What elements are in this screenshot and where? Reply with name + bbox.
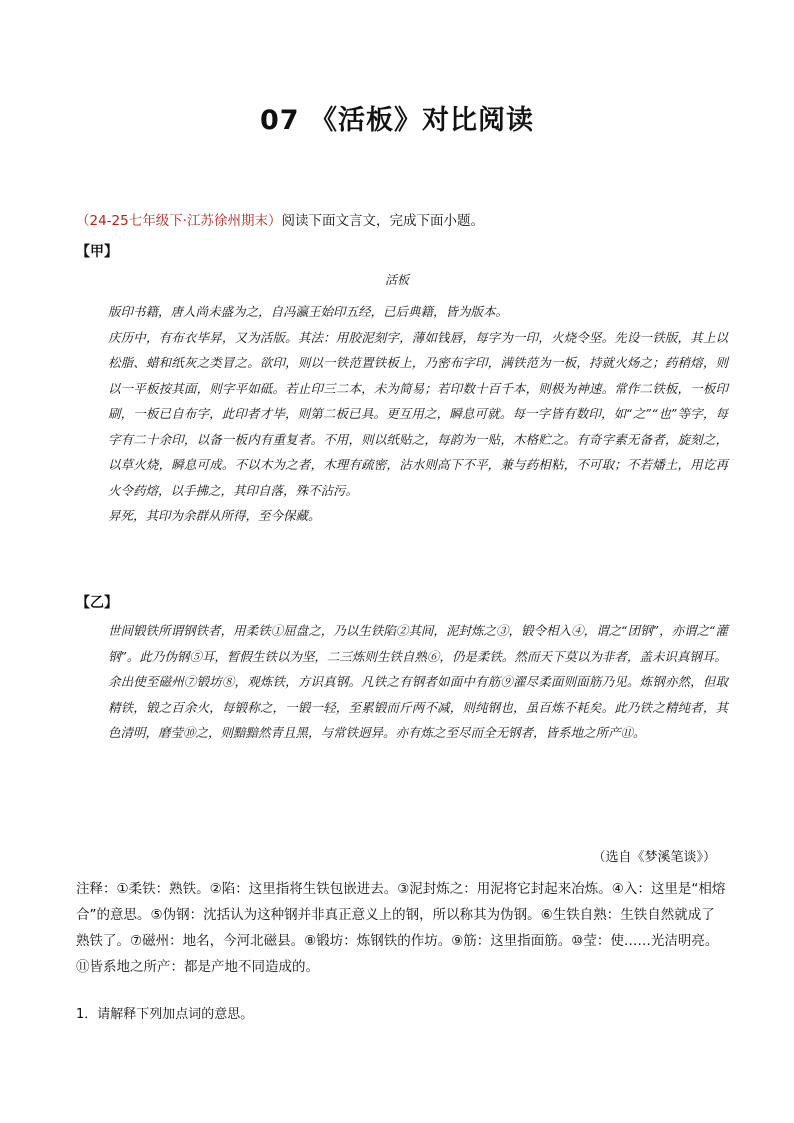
passage-b-paragraph: 世间锻铁所谓钢铁者，用柔铁①屈盘之，乃以生铁陷②其间，泥封炼之③，锻令相入④，谓之“团钢”，亦谓之“灌钢”。此乃伪钢⑤耳，暂假生铁以为坚，二三炼则生铁自熟⑥，仍是柔铁。然而天下莫以为非者，盖未识真钢耳。 [108,623,728,664]
passage-a-paragraph: 昇死，其印为余群从所得，至今保藏。 [108,508,321,523]
passage-a-title: 活板 [384,273,409,287]
page-title: 07 《活板》对比阅读 [260,105,534,136]
source-tag: （24-25七年级下·江苏徐州期末） [76,213,282,229]
question-intro [76,209,484,229]
question-1: 1．请解释下列加点词的意思。 [76,1007,254,1022]
passage-b-paragraph: 余出使至磁州⑦锻坊⑧，观炼铁，方识真钢。凡铁之有钢者如面中有筋⑨濯尽柔面则面筋乃见。炼钢亦然，但取精铁，锻之百余火，每锻称之，一锻一轻，至累锻而斤两不减，则纯钢也，虽百炼不耗矣。此乃铁之精纯者，其色清明，磨莹⑩之，则黯黯然青且黑，与常铁迥异。亦有炼之至尽而全无钢者，皆系地之所产⑪。 [108,674,728,740]
instruction-text: 阅读下面文言文，完成下面小题。 [281,213,485,229]
passage-a-label: 【甲】 [76,244,118,260]
passage-a-paragraph: 版印书籍，唐人尚未盛为之，自冯瀛王始印五经，已后典籍，皆为版本。 [108,304,509,319]
passage-a-paragraph: 庆历中，有布衣毕昇，又为活版。其法：用胶泥刻字，薄如钱唇，每字为一印，火烧令坚。先设一铁版，其上以松脂、蜡和纸灰之类冒之。欲印，则以一铁范置铁板上，乃密布字印，满铁范为一板，持就火炀之；药稍熔，则以一平板按其面，则字平如砥。若止印三二本，未为简易；若印数十百千本，则极为神速。常作二铁板，一板印刷，一板已自布字，此印者才毕，则第二板已具。更互用之，瞬息可就。每一字皆有数印，如“之”“也”等字，每字有二十余印，以备一板内有重复者。不用，则以纸贴之，每韵为一贴，木格贮之。有奇字素无备者，旋刻之，以草火烧，瞬息可成。不以木为之者，木理有疏密，沾水则高下不平，兼与药相粘，不可取；不若燔土，用讫再火令药熔，以手拂之，其印自落，殊不沾污。 [108,329,728,498]
passage-b-label: 【乙】 [76,595,118,611]
passage-b-text [108,618,728,746]
source-credit: （选自《梦溪笔谈》） [592,850,716,865]
annotations: 注释：①柔铁：熟铁。②陷：这里指将生铁包嵌进去。③泥封炼之：用泥将它封起来冶炼。④入：这里是“相熔合”的意思。⑤伪钢：沈括认为这种钢并非真正意义上的钢，所以称其为伪钢。⑥生铁自熟：生铁自然就成了熟铁了。⑦磁州：地名，今河北磁县。⑧锻坊：炼钢铁的作坊。⑨筋：这里指面筋。⑩莹：使……光洁明亮。⑪皆系地之所产：都是产地不同造成的。 [76,881,726,975]
passage-a-text [108,299,728,529]
